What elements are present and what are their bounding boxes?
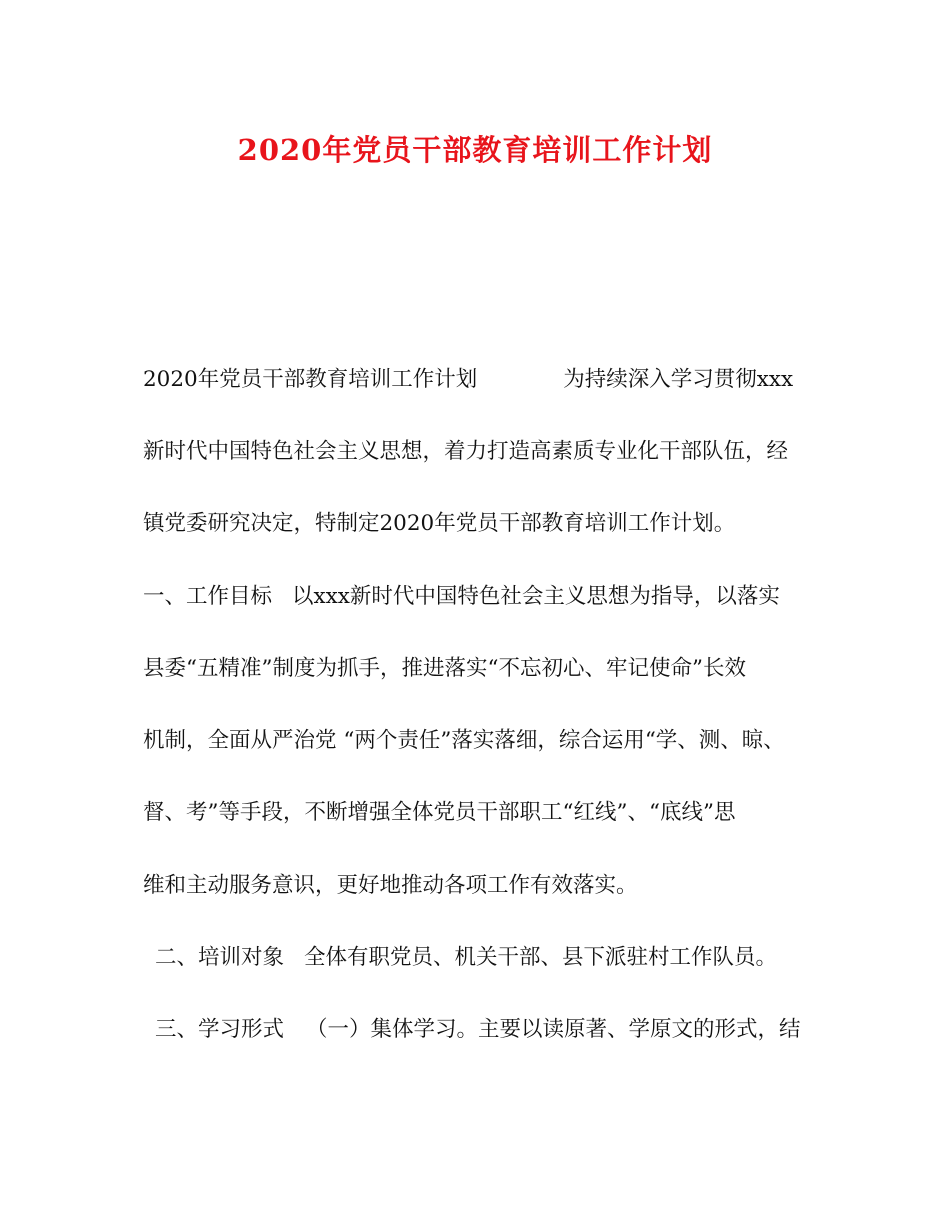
body-line-7-text: 督、考”等手段，不断增强全体党员干部职工“红线”、“底线”思: [143, 800, 736, 825]
body-line-9-text: 全体有职党员、机关干部、县下派驻村工作队员。: [304, 945, 778, 970]
section-heading-targets: 二、培训对象: [155, 945, 285, 970]
body-line-6-text: 机制，全面从严治党 “两个责任”落实落细，综合运用“学、测、晾、: [143, 728, 785, 753]
section-heading-forms: 三、学习形式: [155, 1017, 285, 1042]
body-line-7: [143, 798, 735, 828]
body-line-4-text: 以xxx新时代中国特色社会主义思想为指导，以落实: [292, 584, 780, 609]
body-line-2-text: 新时代中国特色社会主义思想，着力打造高素质专业化干部队伍，经: [143, 439, 789, 464]
document-title: 2020年党员干部教育培训工作计划: [237, 133, 713, 167]
body-line-10: [155, 1015, 801, 1045]
body-line-10-text: （一）集体学习。主要以读原著、学原文的形式，结: [306, 1017, 801, 1042]
body-line-1-part-a: 2020年党员干部教育培训工作计划: [143, 367, 478, 392]
body-line-2: [143, 437, 788, 467]
body-line-9: [155, 943, 777, 973]
body-line-8: [143, 871, 638, 901]
body-line-1-part-b: 为持续深入学习贯彻xxx: [563, 367, 794, 392]
body-line-5: [143, 654, 746, 684]
body-line-8-text: 维和主动服务意识，更好地推动各项工作有效落实。: [143, 873, 638, 898]
body-line-6: [143, 726, 785, 756]
body-line-3-text: 镇党委研究决定，特制定2020年党员干部教育培训工作计划。: [143, 511, 736, 536]
body-line-4: [143, 582, 780, 612]
body-line-1: [143, 365, 793, 395]
section-heading-goals: 一、工作目标: [143, 584, 273, 609]
body-line-3: [143, 509, 735, 539]
body-line-5-text: 县委“五精准”制度为抓手，推进落实“不忘初心、牢记使命”长效: [143, 656, 746, 681]
